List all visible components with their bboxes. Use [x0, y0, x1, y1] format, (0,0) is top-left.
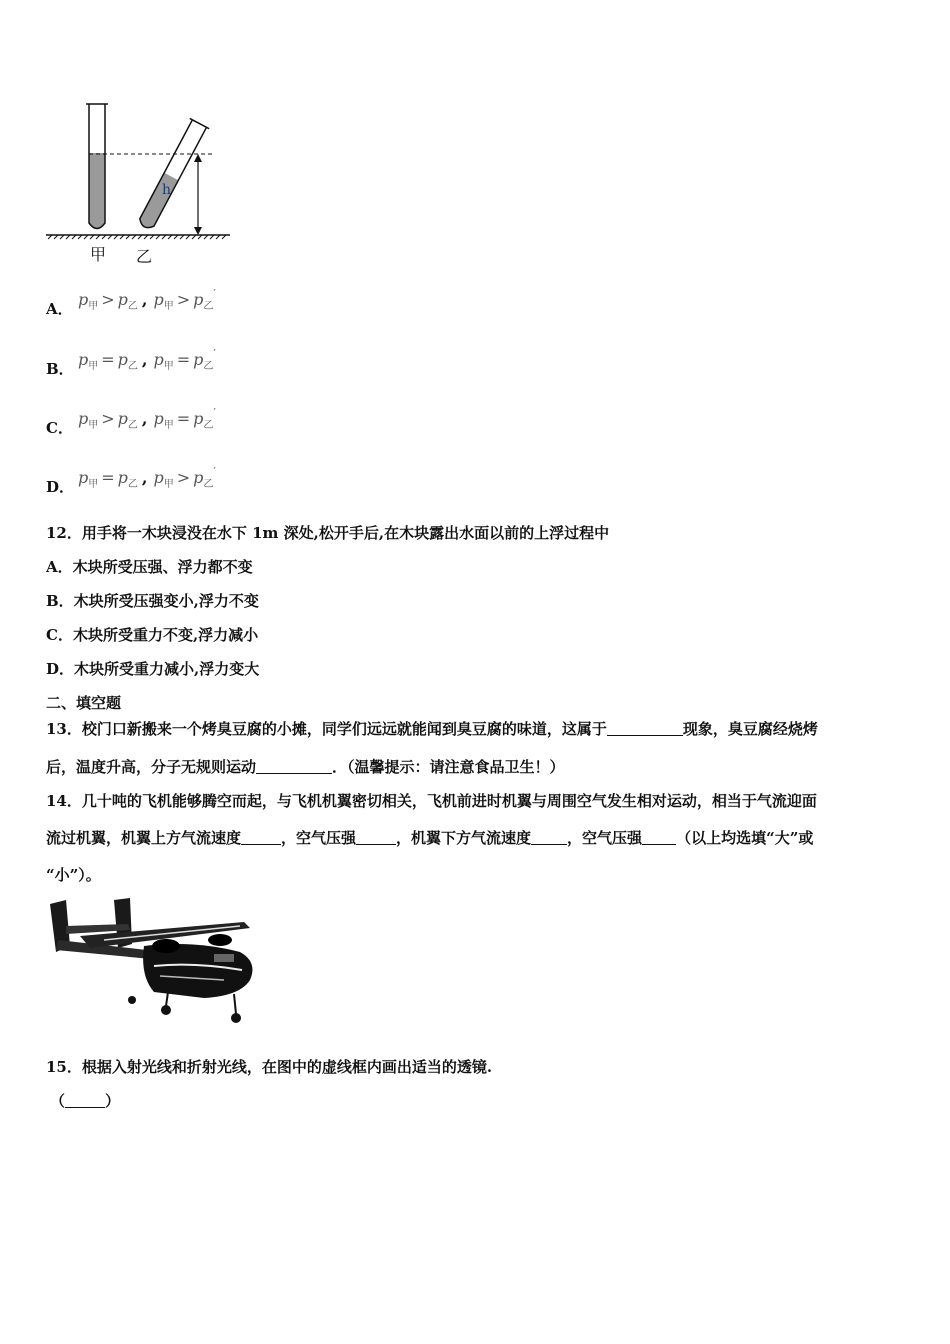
- height-label: h: [162, 182, 172, 198]
- tube-label-yi: 乙: [136, 247, 153, 266]
- q14-line1: 14．几十吨的飞机能够腾空而起，与飞机机翼密切相关，飞机前进时机翼与周围空气发生相对运动，相当于气流迎面: [46, 792, 817, 810]
- q12-option-b: B．木块所受压强变小,浮力不变: [46, 592, 259, 610]
- answer-blank[interactable]: [531, 830, 567, 845]
- option-formula: $p_甲 > p_乙$ , $p_甲 > p_乙'$: [78, 287, 216, 312]
- answer-blank[interactable]: [65, 1093, 105, 1108]
- option-formula: $p_甲 > p_乙$ , $p_甲 = p_乙'$: [78, 406, 216, 431]
- answer-blank[interactable]: [607, 721, 683, 736]
- tube-label-jia: 甲: [90, 245, 107, 264]
- option-formula: $p_甲 = p_乙$ , $p_甲 > p_乙'$: [78, 465, 216, 490]
- airplane-illustration: [44, 896, 256, 1024]
- q14-line2: 流过机翼，机翼上方气流速度 ，空气压强 ，机翼下方气流速度 ，空气压强 （以上均选填“大”或: [46, 829, 814, 847]
- section-heading: 二、填空题: [46, 694, 122, 712]
- q13-line2: 后，温度升高，分子无规则运动 ．（温馨提示：请注意食品卫生！）: [46, 758, 565, 776]
- airplane-figure: [44, 896, 256, 1024]
- q13-line1: 13．校门口新搬来一个烤臭豆腐的小摊，同学们远远就能闻到臭豆腐的味道，这属于 现象，臭豆腐经烧烤: [46, 720, 818, 738]
- q15-stem: 15．根据入射光线和折射光线，在图中的虚线框内画出适当的透镜.: [46, 1058, 493, 1076]
- answer-blank[interactable]: [356, 830, 396, 845]
- q12-stem: 12．用手将一木块浸没在水下 1m 深处,松开手后,在木块露出水面以前的上浮过程中: [46, 524, 610, 542]
- q12-option-a: A．木块所受压强、浮力都不变: [46, 558, 253, 576]
- option-label: D．: [46, 478, 75, 496]
- option-label: A．: [46, 300, 73, 318]
- answer-blank[interactable]: [256, 759, 332, 774]
- option-formula: $p_甲 = p_乙$ , $p_甲 = p_乙'$: [78, 347, 216, 372]
- option-label: B．: [46, 360, 74, 378]
- option-label: C．: [46, 419, 73, 437]
- q12-option-c: C．木块所受重力不变,浮力减小: [46, 626, 259, 644]
- q15-answer: （ ）: [50, 1092, 121, 1110]
- answer-blank[interactable]: [642, 830, 676, 845]
- test-tube-figure: [40, 98, 240, 268]
- q12-option-d: D．木块所受重力减小,浮力变大: [46, 660, 260, 678]
- answer-blank[interactable]: [241, 830, 281, 845]
- q14-line3: “小”）。: [46, 866, 101, 884]
- test-tube-diagram: [40, 98, 240, 268]
